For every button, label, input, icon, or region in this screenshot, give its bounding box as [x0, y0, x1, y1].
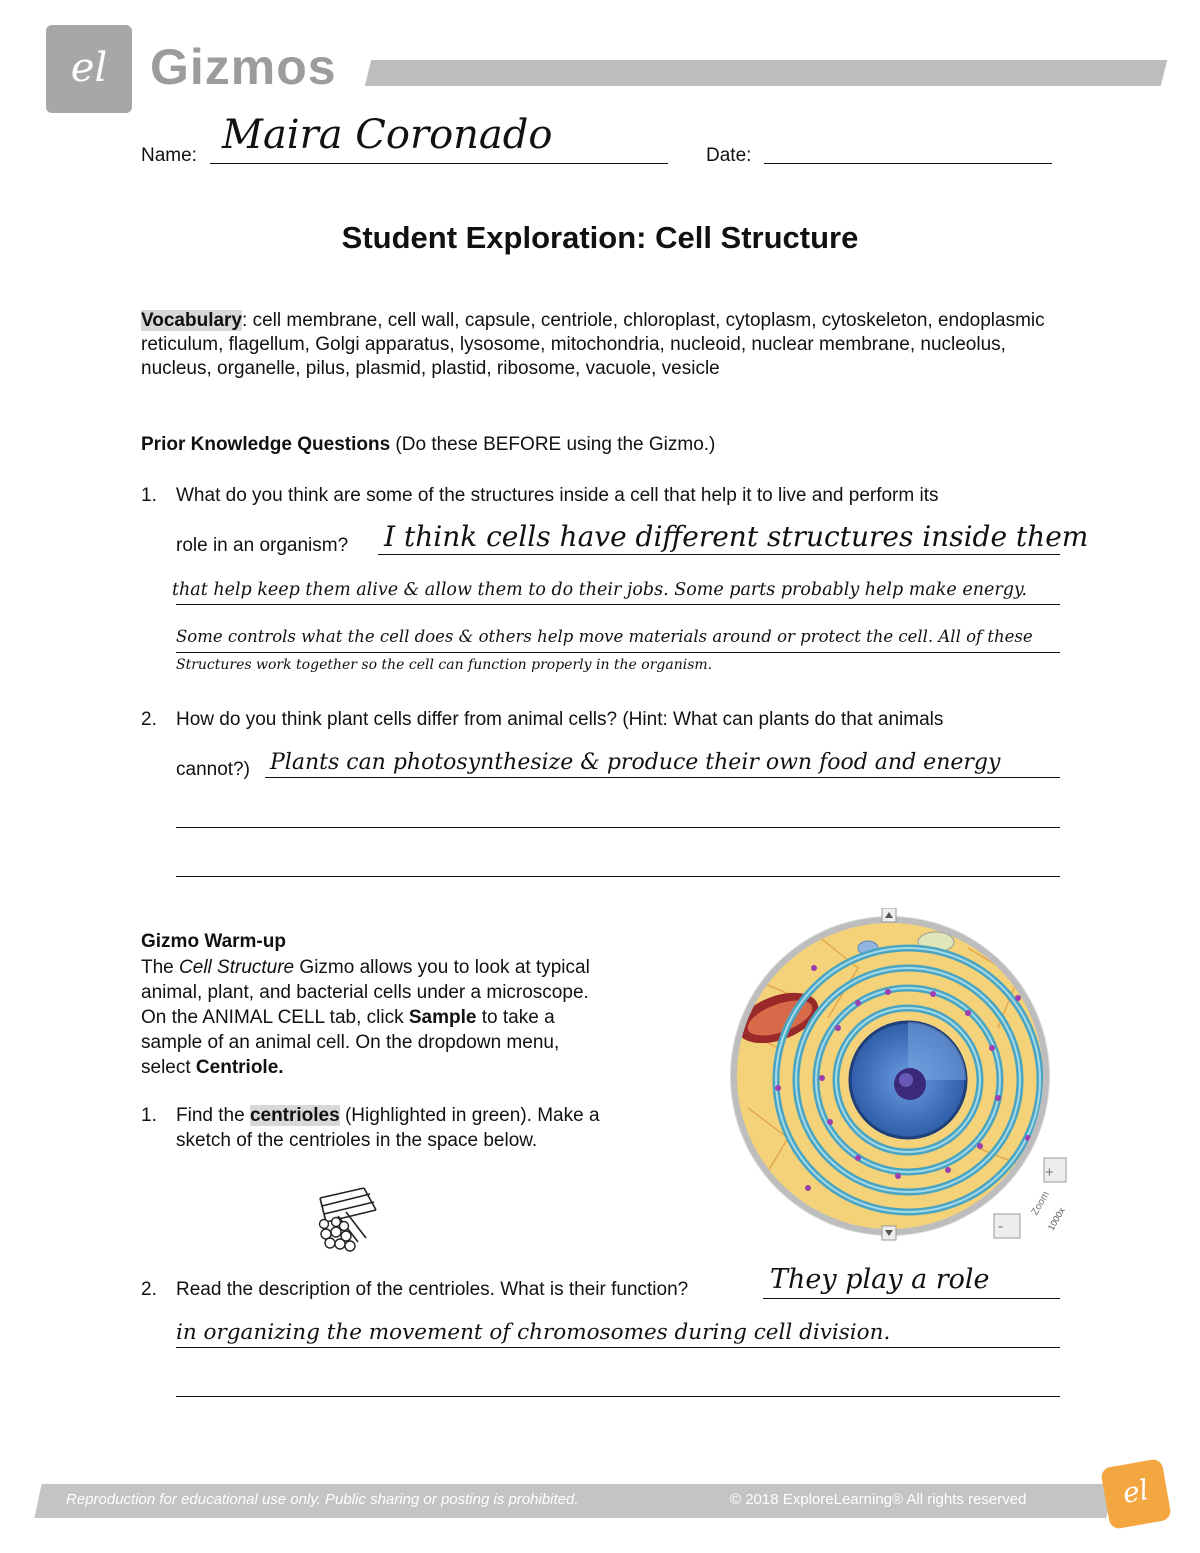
zoom-minus: - [998, 1218, 1003, 1235]
name-line [210, 163, 668, 164]
zoom-plus: + [1045, 1164, 1054, 1181]
q2-line1: How do you think plant cells differ from animal cells? (Hint: What can plants do that animals [176, 709, 944, 730]
page-title: Student Exploration: Cell Structure [341, 220, 859, 255]
date-line [764, 163, 1052, 164]
name-label: Name: [141, 145, 197, 166]
warmup-line3c: to take a [476, 1007, 555, 1028]
warmup-q1-c: (Highlighted in green). Make a [339, 1105, 600, 1126]
warmup-line3a: On the ANIMAL CELL tab, click [141, 1007, 409, 1028]
q2-answer-line2 [176, 827, 1060, 828]
q2-answer-line1 [265, 777, 1060, 778]
warmup-q2-answer-line2 [176, 1347, 1060, 1348]
footer-disclaimer: Reproduction for educational use only. Public sharing or posting is prohibited. [66, 1491, 579, 1508]
q1-answer-line1 [378, 554, 1060, 555]
warmup-gizmo-name: Cell Structure [179, 957, 295, 978]
gizmos-brand: Gizmos [150, 39, 337, 95]
prior-subheading: (Do these BEFORE using the Gizmo.) [390, 434, 716, 455]
date-label: Date: [706, 145, 752, 166]
header-bar [365, 60, 1167, 86]
q1-line2: role in an organism? [176, 535, 349, 556]
logo-mark: el [70, 45, 108, 91]
q1-answer-text1: I think cells have different structures inside them [384, 520, 1089, 553]
zoom-label: Zoom [1029, 1189, 1052, 1218]
q2-line2: cannot?) [176, 759, 250, 780]
warmup-line4: sample of an animal cell. On the dropdown menu, [141, 1032, 560, 1053]
warmup-line1: Gizmo allows you to look at typical [294, 957, 590, 978]
footer-logo-mark: el [1120, 1473, 1152, 1511]
warmup-q1-line2: sketch of the centrioles in the space below. [176, 1130, 538, 1151]
q1-number: 1. [141, 485, 157, 506]
zoom-value: 1000x [1045, 1205, 1067, 1233]
warmup-centriole: Centriole. [195, 1057, 284, 1078]
warmup-q2-answer-line3 [176, 1396, 1060, 1397]
q2-number: 2. [141, 709, 157, 730]
q1-line1: What do you think are some of the structures inside a cell that help it to live and perform its [176, 485, 939, 506]
warmup-q2-answer-text1: They play a role [770, 1264, 990, 1295]
footer-logo [1100, 1458, 1172, 1530]
vocabulary-paragraph [141, 309, 1061, 381]
warmup-line2: animal, plant, and bacterial cells under a microscope. [141, 982, 589, 1003]
explorelearning-logo [46, 25, 132, 113]
warmup-q1-centrioles: centrioles [249, 1105, 340, 1126]
q1-answer-text4: Structures work together so the cell can function properly in the organism. [176, 657, 713, 673]
warmup-heading: Gizmo Warm-up [141, 931, 286, 952]
warmup-q2-line1: Read the description of the centrioles. What is their function? [176, 1279, 689, 1300]
warmup-paragraph [141, 955, 701, 1080]
warmup-sample: Sample [408, 1007, 477, 1028]
q1-answer-text3: Some controls what the cell does & others help move materials around or protect the cell. All of these [176, 627, 1033, 646]
warmup-q2-answer-line1 [763, 1298, 1060, 1299]
animal-cell-microscope-image [718, 908, 1068, 1244]
q2-answer-line3 [176, 876, 1060, 877]
warmup-q1-line1 [176, 1105, 600, 1127]
centriole-sketch [308, 1180, 384, 1256]
vocabulary-label: Vocabulary [141, 310, 243, 331]
warmup-the: The [141, 957, 180, 978]
footer-copyright: © 2018 ExploreLearning® All rights reserved [730, 1491, 1027, 1508]
prior-heading-bold: Prior Knowledge Questions [141, 434, 391, 455]
q2-answer-text1: Plants can photosynthesize & produce their own food and energy [270, 750, 1001, 775]
q1-answer-line3 [176, 652, 1060, 653]
warmup-q2-answer-text2: in organizing the movement of chromosomes during cell division. [176, 1320, 891, 1345]
warmup-line5a: select [141, 1057, 196, 1078]
name-value: Maira Coronado [222, 112, 553, 158]
warmup-q1-number: 1. [141, 1105, 157, 1126]
q1-answer-line2 [176, 604, 1060, 605]
vocabulary-terms: : cell membrane, cell wall, capsule, centriole, chloroplast, cytoplasm, cytoskeleton, endoplasmic reticulum, flagellum, Golgi apparatus, lysosome, mitochondria, nucleoid, nuclear membrane, nucleolus, nucleus, organelle, pilus, plasmid, plastid, ribosome, vacuole, vesicle [141, 310, 1045, 379]
prior-knowledge-heading [141, 434, 715, 456]
warmup-q1-a: Find the [176, 1105, 250, 1126]
q1-answer-text2: that help keep them alive & allow them to do their jobs. Some parts probably help make energy. [172, 580, 1028, 600]
warmup-q2-number: 2. [141, 1279, 157, 1300]
